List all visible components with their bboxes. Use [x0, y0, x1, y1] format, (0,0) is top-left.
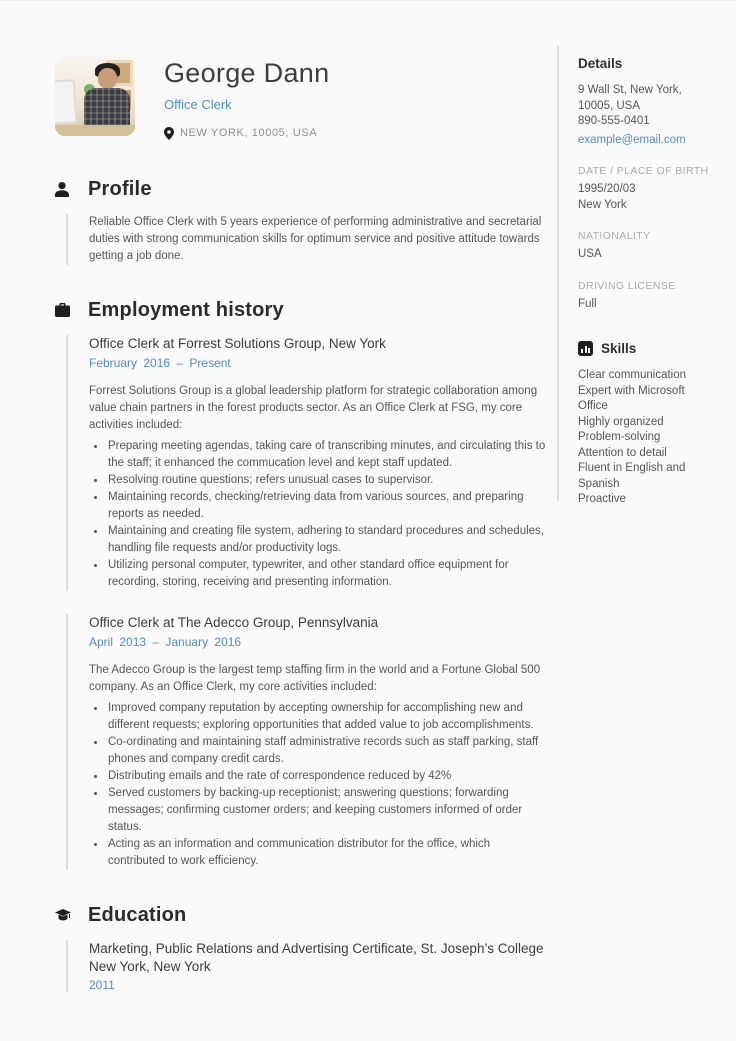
job-title: Office Clerk at Forrest Solutions Group, New York [89, 335, 386, 351]
skills-section [578, 341, 713, 508]
job-bullet: • Served customers by backing-up receptionist; answering questions; forwarding messages; confirming customer orders; and keeping customers informed of order status. [106, 785, 547, 836]
profile-text: Reliable Office Clerk with 5 years experience of performing administrative and secretarial duties with strong communication skills for optimum service and positive attitude towards getting a job done. [89, 215, 542, 262]
briefcase-icon [55, 303, 88, 317]
location-text: NEW YORK, 10005, USA [180, 127, 318, 140]
skill-item: Clear communication [578, 369, 687, 381]
education-section-head [55, 904, 547, 927]
job-bullet: • Improved company reputation by accepting ownership for accomplishing new and different requests; exploring opportunities that added value to job accomplishments. [106, 700, 547, 734]
profile-section-head [55, 178, 547, 201]
skills-heading: Skills [601, 341, 637, 356]
bar-chart-icon [578, 341, 593, 356]
birth-place: New York [578, 198, 627, 211]
person-job-title: Office Clerk [164, 96, 232, 112]
job-bullet: • Resolving routine questions; refers unusual cases to supervisor. [106, 472, 547, 489]
job-bullet: • Acting as an information and communication distributor for the office, which contributed to work efficiency. [106, 836, 547, 870]
job-dates: February 2016 – Present [89, 355, 231, 370]
job-dates: April 2013 – January 2016 [89, 634, 242, 649]
column-divider [557, 46, 559, 501]
photo-monitor [55, 79, 78, 125]
section-employment [55, 299, 547, 870]
nationality-label: NATIONALITY [578, 230, 651, 242]
job-bullet: • Maintaining and creating file system, adhering to standard procedures and schedules, handling file requests and/or productivity logs. [106, 523, 547, 557]
photo-person-head [98, 68, 117, 89]
skill-item: Attention to detail [578, 446, 667, 459]
employment-section-title: Employment history [88, 298, 284, 321]
job-bullet: • Co-ordinating and maintaining staff administrative records such as staff parking, staff phones and company credit cards. [106, 734, 547, 768]
birth-date: 1995/20/03 [578, 183, 636, 195]
location-row [164, 127, 329, 140]
job-description: The Adecco Group is the largest temp staffing firm in the world and a Fortune Global 500 company. As an Office Clerk, my core activities included: [89, 663, 541, 693]
job-bullets [106, 438, 547, 591]
job-bullet: • Distributing emails and the rate of correspondence reduced by 42% [106, 768, 547, 785]
job-description: Forrest Solutions Group is a global leadership platform for strategic collaboration among value chain partners in the forest products sector. As an Office Clerk at FSG, my core activities included: [89, 384, 538, 431]
person-icon [55, 182, 88, 197]
license-value: Full [578, 297, 597, 310]
email-link[interactable]: example@email.com [578, 133, 686, 146]
profile-entry [66, 214, 547, 265]
skill-item: Proactive [578, 493, 626, 505]
job-bullet: • Preparing meeting agendas, taking care of transcribing minutes, and circulating this to the staff; it enhanced the commucation level and kept staff updated. [106, 438, 547, 472]
education-year: 2011 [89, 977, 115, 992]
photo-desk [55, 125, 135, 136]
address-line: 9 Wall St, New York, [578, 84, 682, 96]
employment-entries [55, 335, 547, 870]
section-profile [55, 178, 547, 265]
main-column [55, 178, 547, 992]
details-body [578, 83, 713, 148]
address-line: 10005, USA [578, 99, 641, 112]
education-degree: Marketing, Public Relations and Advertising Certificate, St. Joseph’s College New York, New York [89, 940, 544, 974]
profile-photo [55, 56, 135, 136]
photo-person-shirt [84, 88, 130, 126]
location-pin-icon [164, 127, 174, 140]
education-section-title: Education [88, 903, 187, 926]
skills-head [578, 341, 713, 356]
sidebar [578, 56, 713, 508]
nationality-value: USA [578, 248, 602, 260]
graduation-cap-icon [55, 909, 88, 922]
job-bullet: • Utilizing personal computer, typewriter, and other standard office equipment for recording, storing, receiving and presenting information. [106, 557, 547, 591]
job-bullets [106, 700, 547, 870]
job-title: Office Clerk at The Adecco Group, Pennsylvania [89, 614, 379, 630]
skill-item: Fluent in English and Spanish [578, 462, 686, 490]
skill-item: Expert with Microsoft Office [578, 384, 685, 412]
birth-label: DATE / PLACE OF BIRTH [578, 165, 709, 177]
phone-number: 890-555-0401 [578, 115, 650, 127]
license-label: DRIVING LICENSE [578, 279, 676, 292]
section-education [55, 904, 547, 992]
profile-section-title: Profile [88, 177, 152, 200]
education-entry [66, 940, 547, 992]
skill-item: Highly organized [578, 415, 664, 428]
skills-list [578, 368, 713, 508]
skill-item: Problem-solving [578, 431, 661, 443]
employment-entry [66, 614, 547, 870]
employment-entry [66, 335, 547, 591]
job-bullet: • Maintaining records, checking/retrieving data from various sources, and preparing reports as needed. [106, 489, 547, 523]
person-name: George Dann [164, 58, 330, 88]
employment-section-head [55, 299, 547, 322]
details-heading: Details [578, 56, 623, 71]
header-text [164, 56, 329, 140]
